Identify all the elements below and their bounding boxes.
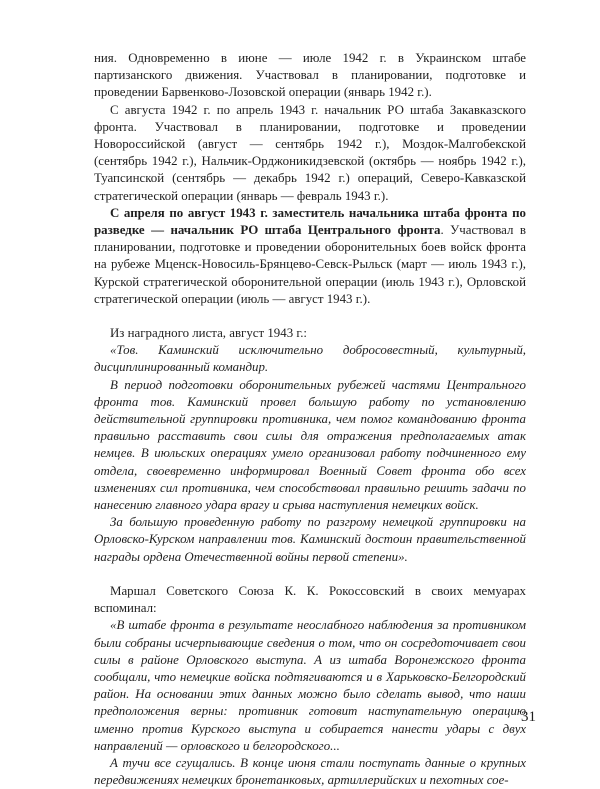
section-gap: [94, 566, 526, 583]
memoir-quote-2: А тучи все сгущались. В конце июня стали поступать данные о крупных передвижениях немецких бронетанковых, артиллерийских и пехотных сое-: [94, 755, 526, 788]
paragraph-3-text: . Участвовал в планировании, подготовке и проведении оборонительных боев войск фронта на рубеже Мценск-Новосиль-Брянцево-Севск-Рыльск (март — июль 1943 г.), Курской стратегической оборонительной операции (июль 1943 г.), Орловской стратегической операции (июль — август 1943 г.).: [94, 223, 526, 306]
section-gap: [94, 308, 526, 325]
award-quote-1: «Тов. Каминский исключительно добросовестный, культурный, дисциплинированный командир.: [94, 343, 526, 375]
award-quote-3: За большую проведенную работу по разгрому немецкой группировки на Орловско-Курском направлении тов. Каминский достоин правительственной награды ордена Отечественной войны первой степени».: [94, 515, 526, 564]
paragraph-3-bold-heading: С апреля по август 1943 г. заместитель начальника штаба фронта по разведке — начальник РО штаба Центрального фронта: [94, 205, 526, 238]
award-intro: Из наградного листа, август 1943 г.:: [110, 326, 308, 341]
paragraph-1: ния. Одновременно в июне — июле 1942 г. в Украинском штабе партизанского движения. Участвовал в планировании, подготовке и проведении Барвенково-Лозовской операции (январь 1942 г.).: [94, 51, 526, 100]
memoir-quote-1: «В штабе фронта в результате неослабного наблюдения за противником были собраны исчерпывающие сведения о том, что он сосредоточивает свои силы в районе Орловского выступа. А из штаба Воронежского фронта сообщали, что немецкие войска подтягиваются и в Харьковско-Белгородский район. На основании этих данных можно было сделать вывод, что наши предположения верны: противник готовит наступательную операцию именно против Курского выступа и собирается нанести удары с двух направлений — орловского и белгородского...: [94, 618, 526, 753]
award-quote-2: В период подготовки оборонительных рубежей частями Центрального фронта тов. Каминский провел большую работу по установлению действительной группировки противника, чем помог командованию фронта правильно расставить свои силы для отражения предполагаемых атак немцев. В июльских операциях умело организовал работу подчиненного ему отдела, своевременно информировал Военный Совет фронта обо всех изменениях сил противника, чем способствовал правильно решить задачи по нанесению главного удара врагу и срыва наступления немецких войск.: [94, 377, 526, 513]
document-page: [94, 50, 526, 789]
paragraph-2: С августа 1942 г. по апрель 1943 г. начальник РО штаба Закавказского фронта. Участвовал в планировании, подготовке и проведении Новороссийской (август — сентябрь 1942 г.), Моздок-Малгобекской (сентябрь 1942 г.), Нальчик-Орджоникидзевской (октябрь — ноябрь 1942 г.), Туапсинской (сентябрь — декабрь 1942 г.) операций, Северо-Кавказской стратегической операции (январь — февраль 1943 г.).: [94, 102, 526, 203]
paragraph-3: [94, 205, 526, 308]
page-number: 31: [521, 709, 536, 725]
memoir-intro: Маршал Советского Союза К. К. Рокоссовский в своих мемуарах вспоминал:: [94, 583, 526, 616]
